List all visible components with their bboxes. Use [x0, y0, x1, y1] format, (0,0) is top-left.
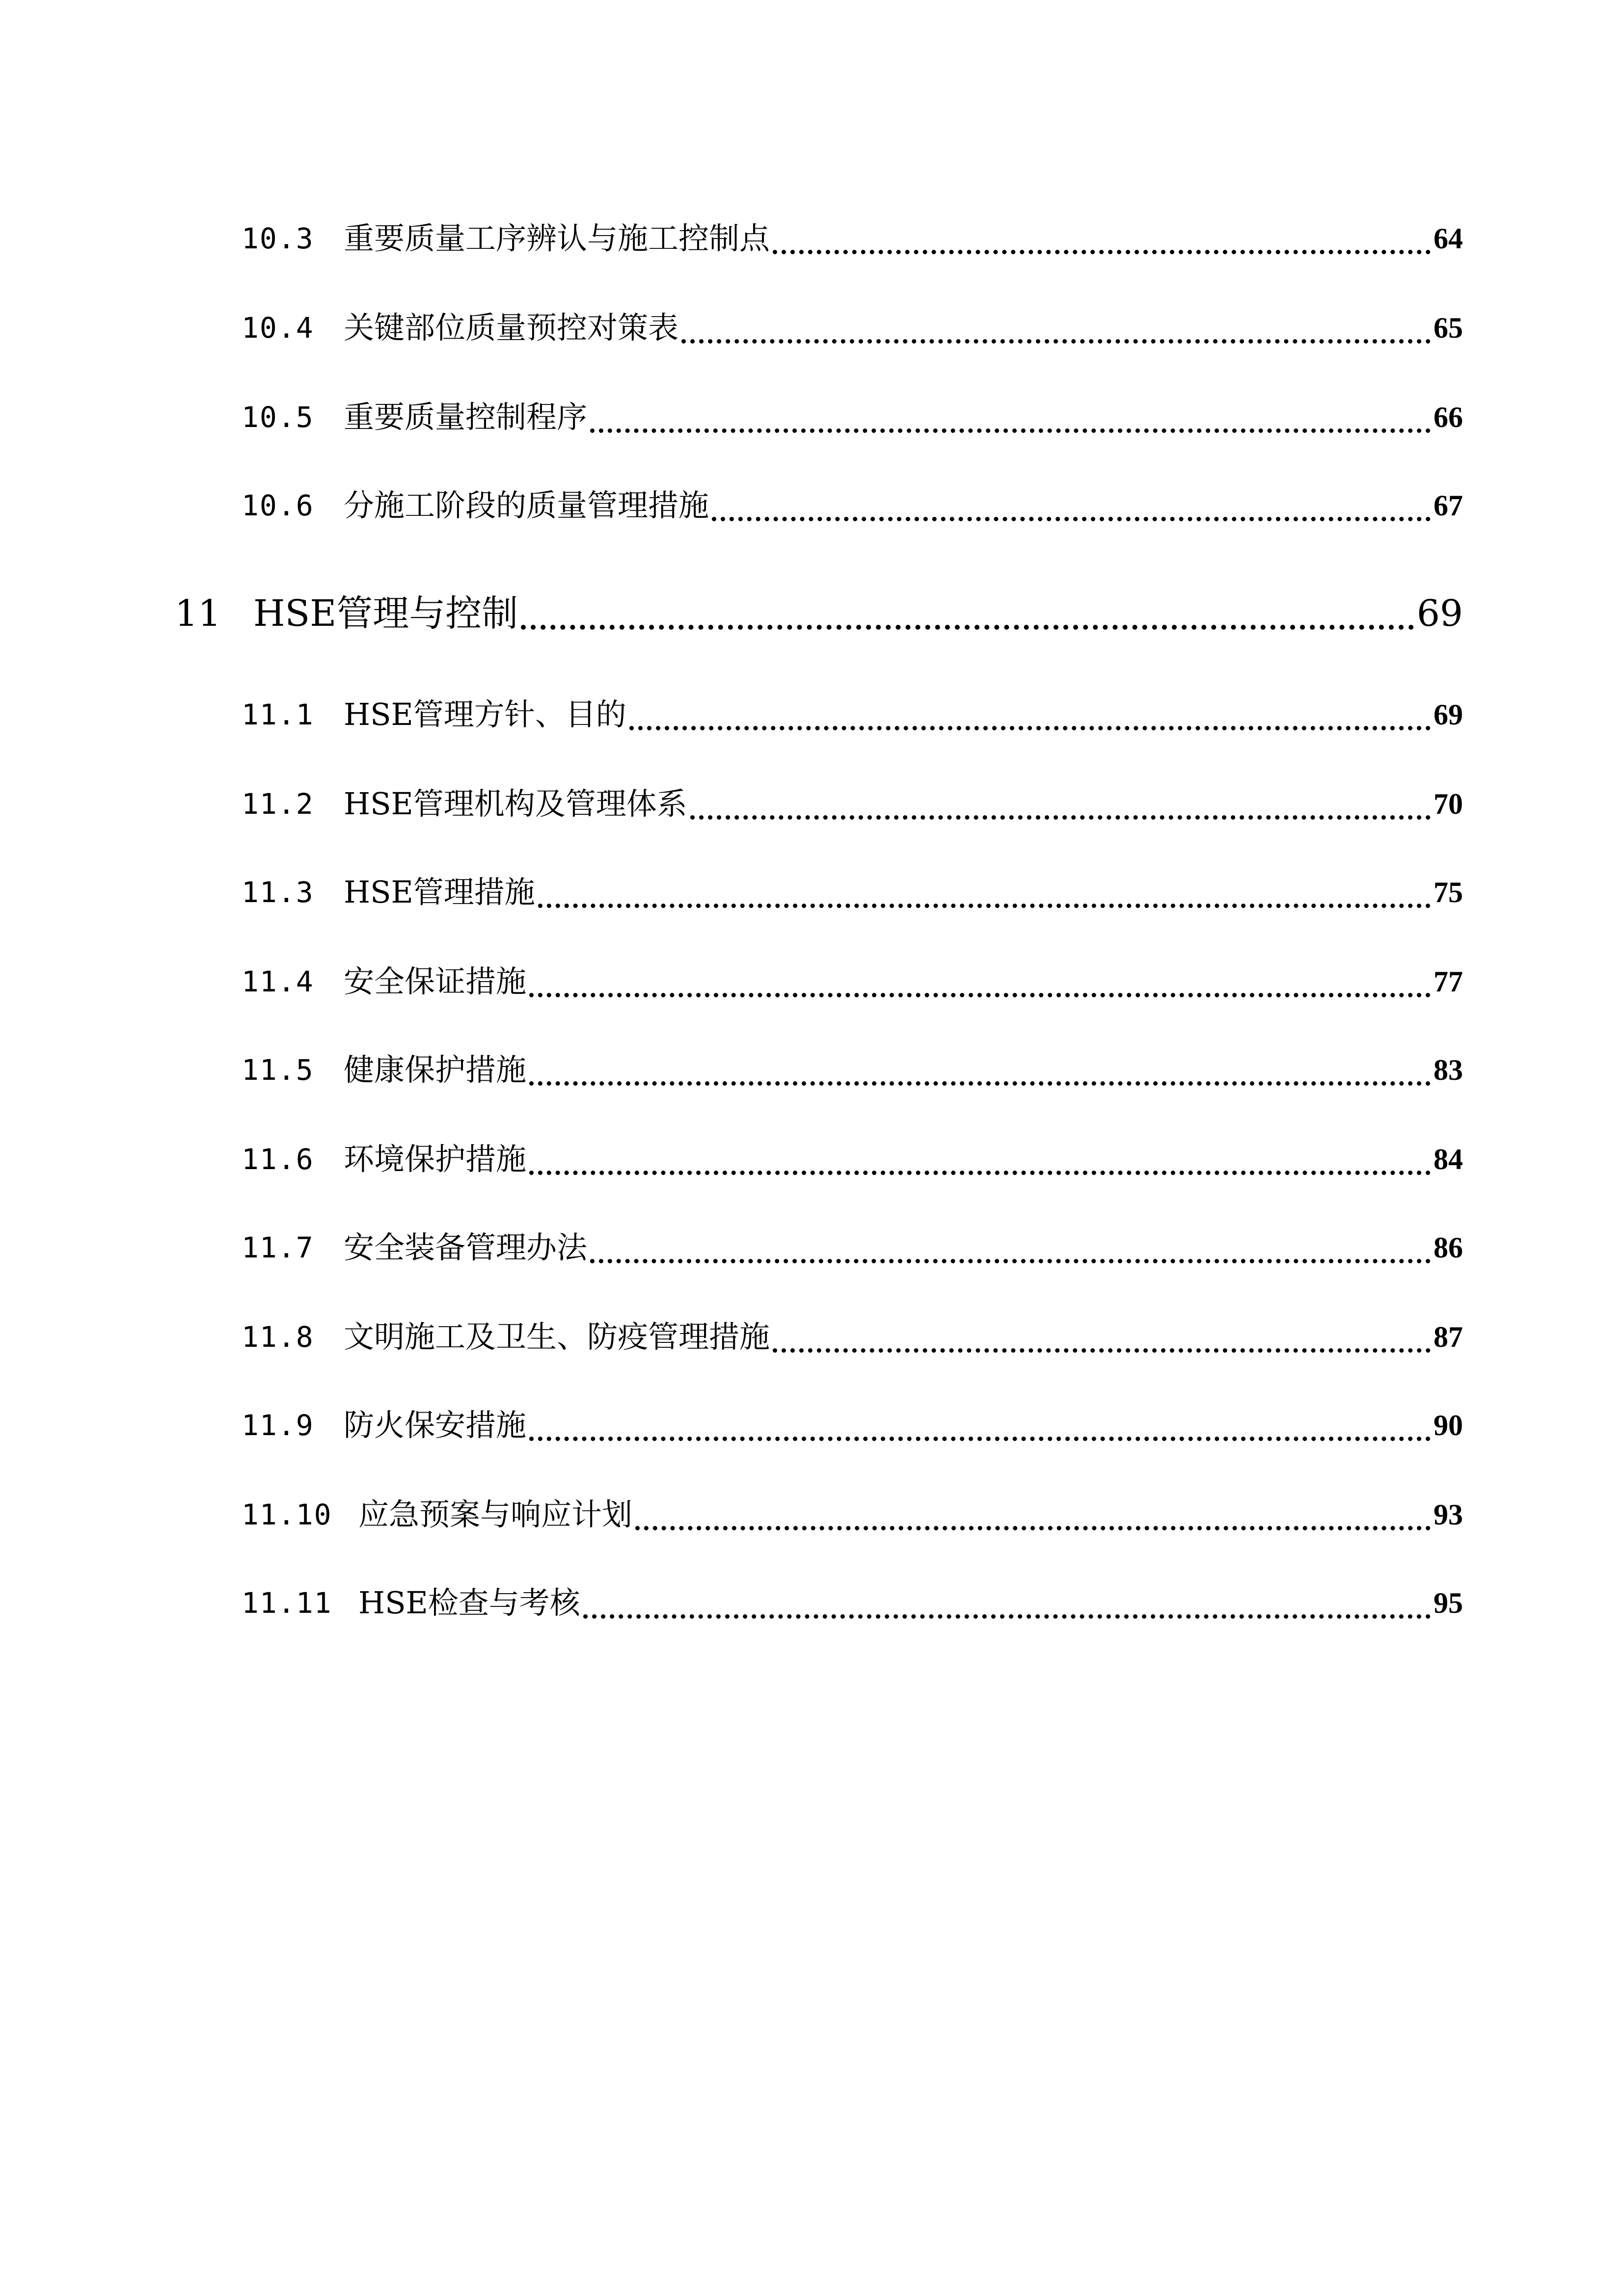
toc-entry-number: 11.6: [242, 1143, 314, 1176]
toc-entry[interactable]: [0, 1493, 1624, 1537]
toc-entry-page: 77: [1434, 965, 1463, 998]
toc-entry-chapter[interactable]: [0, 587, 1624, 641]
toc-entry-page: 75: [1434, 876, 1463, 908]
toc-entry-page: 66: [1434, 401, 1463, 433]
toc-entry-page: 93: [1434, 1498, 1463, 1531]
toc-entry-title: 分施工阶段的质量管理措施: [344, 487, 709, 523]
toc-entry-number: 11.1: [242, 698, 314, 731]
toc-entry-number: 11.10: [242, 1498, 332, 1531]
toc-entry-number: 10.3: [242, 222, 314, 255]
toc-entry[interactable]: [0, 1315, 1624, 1359]
toc-entry[interactable]: [0, 1403, 1624, 1447]
toc-leader-dots: [529, 1437, 1431, 1441]
toc-chapter-number: 11: [175, 592, 221, 635]
toc-entry-page: 84: [1434, 1143, 1463, 1175]
toc-entry-title: 健康保护措施: [344, 1052, 527, 1088]
toc-entry-title: HSE管理机构及管理体系: [344, 786, 687, 822]
toc-entry[interactable]: [0, 395, 1624, 439]
toc-entry-page: 64: [1434, 222, 1463, 255]
toc-entry-page: 86: [1434, 1231, 1463, 1264]
toc-leader-dots: [590, 428, 1431, 433]
toc-entry-number: 10.6: [242, 489, 314, 522]
toc-leader-dots: [635, 1526, 1431, 1530]
toc-entry[interactable]: [0, 216, 1624, 261]
toc-chapter-page: 69: [1416, 592, 1463, 635]
toc-entry[interactable]: [0, 1226, 1624, 1270]
toc-entry-number: 11.8: [242, 1320, 314, 1354]
toc-entry-number: 11.9: [242, 1409, 314, 1442]
toc-entry-number: 11.11: [242, 1586, 332, 1620]
toc-entry[interactable]: [0, 1137, 1624, 1181]
toc-entry-page: 69: [1434, 698, 1463, 731]
toc-entry[interactable]: [0, 1581, 1624, 1625]
toc-leader-dots: [583, 1614, 1431, 1619]
toc-entry-title: 关键部位质量预控对策表: [344, 310, 679, 346]
toc-entry-title: 重要质量控制程序: [344, 399, 588, 435]
toc-entry-title: 重要质量工序辨认与施工控制点: [344, 220, 770, 256]
toc-entry-title: HSE管理措施: [344, 874, 535, 910]
toc-entry-page: 67: [1434, 489, 1463, 522]
toc-entry-page: 83: [1434, 1054, 1463, 1086]
toc-entry-number: 10.4: [242, 311, 314, 345]
toc-leader-dots: [529, 1171, 1431, 1175]
toc-entry-page: 65: [1434, 312, 1463, 344]
toc-entry[interactable]: [0, 782, 1624, 826]
toc-leader-dots: [712, 517, 1431, 521]
toc-entry-page: 95: [1434, 1587, 1463, 1619]
toc-entry[interactable]: [0, 960, 1624, 1004]
toc-entry[interactable]: [0, 483, 1624, 528]
toc-entry-number: 11.5: [242, 1053, 314, 1087]
toc-entry[interactable]: [0, 870, 1624, 914]
toc-entry[interactable]: [0, 693, 1624, 737]
toc-leader-dots: [690, 815, 1431, 820]
toc-leader-dots: [521, 625, 1414, 630]
toc-entry[interactable]: [0, 306, 1624, 350]
toc-entry[interactable]: [0, 1048, 1624, 1092]
toc-leader-dots: [629, 726, 1431, 730]
toc-entry-number: 10.5: [242, 400, 314, 434]
toc-entry-title: 安全保证措施: [344, 963, 527, 999]
toc-leader-dots: [681, 339, 1431, 344]
toc-chapter-title: HSE管理与控制: [253, 592, 518, 635]
toc-entry-page: 70: [1434, 788, 1463, 820]
toc-entry-title: 文明施工及卫生、防疫管理措施: [344, 1319, 770, 1355]
toc-entry-title: 安全装备管理办法: [344, 1229, 588, 1265]
toc-entry-number: 11.3: [242, 876, 314, 909]
toc-entry-title: HSE管理方针、目的: [344, 696, 626, 732]
toc-entry-page: 90: [1434, 1409, 1463, 1442]
toc-entry-number: 11.2: [242, 787, 314, 821]
toc-entry-number: 11.4: [242, 965, 314, 998]
toc-entry-title: 防火保安措施: [344, 1407, 527, 1443]
toc-leader-dots: [529, 1081, 1431, 1086]
toc-leader-dots: [590, 1259, 1431, 1263]
toc-leader-dots: [773, 1348, 1431, 1353]
toc-leader-dots: [529, 993, 1431, 997]
toc-leader-dots: [538, 904, 1431, 908]
toc-entry-title: HSE检查与考核: [358, 1585, 580, 1621]
toc-entry-number: 11.7: [242, 1231, 314, 1264]
toc-entry-page: 87: [1434, 1321, 1463, 1353]
toc-entry-title: 环境保护措施: [344, 1141, 527, 1177]
toc-leader-dots: [773, 250, 1431, 254]
toc-entry-title: 应急预案与响应计划: [358, 1496, 633, 1532]
